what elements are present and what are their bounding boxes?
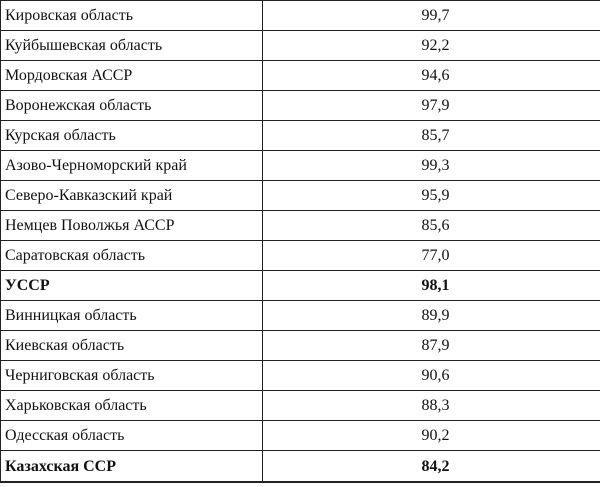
table-row xyxy=(1,331,600,361)
table-row xyxy=(1,391,600,421)
value-cell: 90,6 xyxy=(263,361,600,391)
value-cell: 84,2 xyxy=(263,451,600,483)
value-cell: 88,3 xyxy=(263,391,600,421)
region-cell: Винницкая область xyxy=(1,301,263,331)
value-cell: 89,9 xyxy=(263,301,600,331)
region-cell: Северо-Кавказский край xyxy=(1,181,263,211)
table-row xyxy=(1,301,600,331)
region-cell: Одесская область xyxy=(1,421,263,451)
region-cell: Курская область xyxy=(1,121,263,151)
region-cell: УССР xyxy=(1,271,263,301)
table-row xyxy=(1,181,600,211)
table-row xyxy=(1,121,600,151)
value-cell: 85,6 xyxy=(263,211,600,241)
table-row xyxy=(1,421,600,451)
region-cell: Киевская область xyxy=(1,331,263,361)
region-cell: Харьковская область xyxy=(1,391,263,421)
table-row xyxy=(1,1,600,31)
region-cell: Казахская ССР xyxy=(1,451,263,483)
region-cell: Азово-Черноморский край xyxy=(1,151,263,181)
value-cell: 77,0 xyxy=(263,241,600,271)
value-cell: 99,7 xyxy=(263,1,600,31)
table-row xyxy=(1,241,600,271)
region-cell: Немцев Поволжья АССР xyxy=(1,211,263,241)
table-row xyxy=(1,91,600,121)
value-cell: 95,9 xyxy=(263,181,600,211)
value-cell: 92,2 xyxy=(263,31,600,61)
value-cell: 97,9 xyxy=(263,91,600,121)
region-cell: Черниговская область xyxy=(1,361,263,391)
table-row xyxy=(1,61,600,91)
table-row xyxy=(1,361,600,391)
table-row xyxy=(1,211,600,241)
value-cell: 99,3 xyxy=(263,151,600,181)
value-cell: 94,6 xyxy=(263,61,600,91)
table-row xyxy=(1,451,600,483)
table-row xyxy=(1,271,600,301)
region-cell: Воронежская область xyxy=(1,91,263,121)
value-cell: 87,9 xyxy=(263,331,600,361)
region-cell: Кировская область xyxy=(1,1,263,31)
region-cell: Мордовская АССР xyxy=(1,61,263,91)
region-cell: Куйбышевская область xyxy=(1,31,263,61)
table-row xyxy=(1,151,600,181)
table-body xyxy=(1,1,600,483)
value-cell: 98,1 xyxy=(263,271,600,301)
value-cell: 85,7 xyxy=(263,121,600,151)
table-row xyxy=(1,31,600,61)
region-cell: Саратовская область xyxy=(1,241,263,271)
value-cell: 90,2 xyxy=(263,421,600,451)
